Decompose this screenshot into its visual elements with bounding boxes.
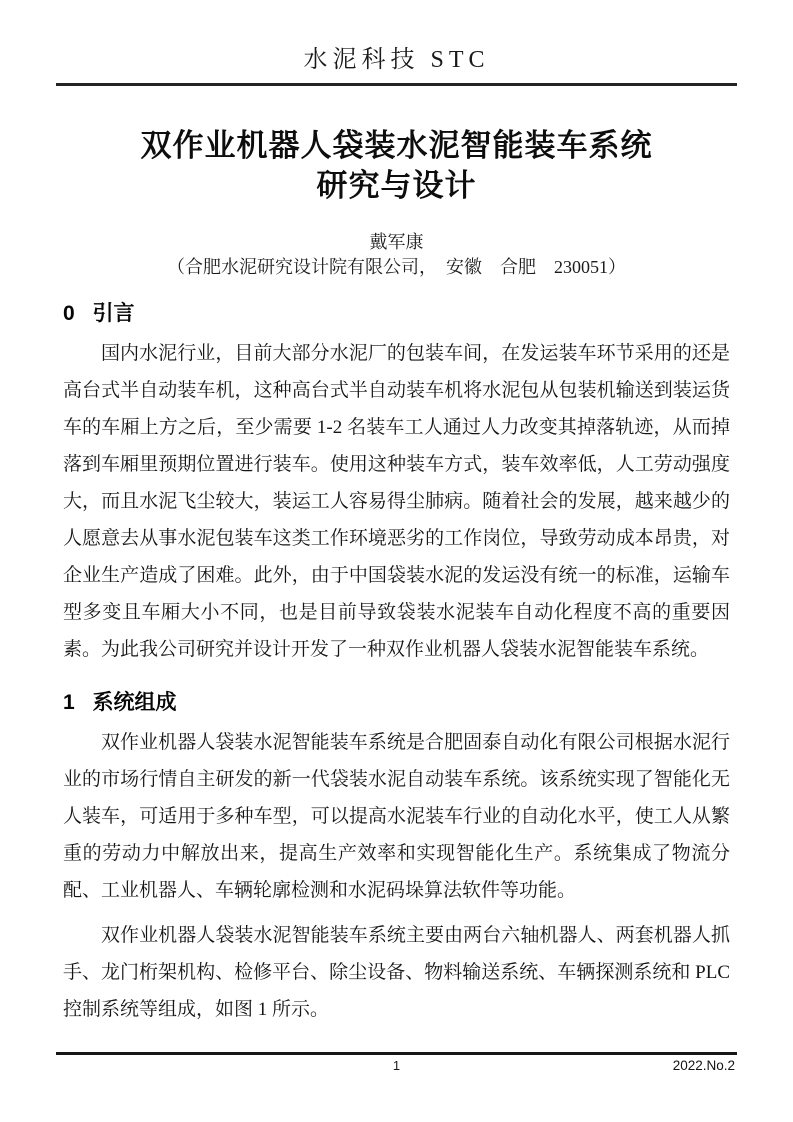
body-paragraph: 双作业机器人袋装水泥智能装车系统是合肥固泰自动化有限公司根据水泥行业的市场行情自主研发的新一代袋装水泥自动装车系统。该系统实现了智能化无人装车，可适用于多种车型，可以提高水泥装车行业的自动化水平，使工人从繁重的劳动力中解放出来，提高生产效率和实现智能化生产。系统集成了物流分配、工业机器人、车辆轮廓检测和水泥码垛算法软件等功能。 xyxy=(63,732,730,901)
body-paragraph: 国内水泥行业，目前大部分水泥厂的包装车间，在发运装车环节采用的还是高台式半自动装车机，这种高台式半自动装车机将水泥包从包装机输送到装运货车的车厢上方之后，至少需要 1-2 名装车工人通过人力改变其掉落轨迹，从而掉落到车厢里预期位置进行装车。使用这种装车方式，装车效率低，人工劳动强度大，而且水泥飞尘较大，装运工人容易得尘肺病。随着社会的发展，越来越少的人愿意去从事水泥包装车这类工作环境恶劣的工作岗位，导致劳动成本昂贵，对企业生产造成了困难。此外，由于中国袋装水泥的发运没有统一的标准，运输车型多变且车厢大小不同，也是目前导致袋装水泥装车自动化程度不高的重要因素。为此我公司研究并设计开发了一种双作业机器人袋装水泥智能装车系统。 xyxy=(63,343,730,660)
article-title-line1: 双作业机器人袋装水泥智能装车系统 xyxy=(140,128,653,163)
section-heading-0 xyxy=(63,300,730,327)
article-title-line2: 研究与设计 xyxy=(316,168,477,203)
footer-rule xyxy=(56,1052,737,1055)
issue-label: 2022.No.2 xyxy=(672,1058,735,1073)
section-heading-1 xyxy=(63,689,730,716)
journal-header-title: 水泥科技 STC xyxy=(303,47,490,73)
author-name: 戴军康 xyxy=(369,232,424,252)
page-number: 1 xyxy=(392,1058,401,1073)
section-number: 0 xyxy=(63,302,75,325)
author-affiliation: （合肥水泥研究设计院有限公司， 安徽 合肥 230051） xyxy=(167,257,626,277)
body-paragraph: 双作业机器人袋装水泥智能装车系统主要由两台六轴机器人、两套机器人抓手、龙门桁架机构、检修平台、除尘设备、物料输送系统、车辆探测系统和 PLC 控制系统等组成，如图 1 所示。 xyxy=(63,925,730,1020)
article-title xyxy=(0,126,793,206)
header-rule xyxy=(56,83,737,86)
section-title: 系统组成 xyxy=(92,691,177,714)
article-body xyxy=(63,300,730,1028)
section-number: 1 xyxy=(63,691,75,714)
section-title: 引言 xyxy=(92,302,135,325)
